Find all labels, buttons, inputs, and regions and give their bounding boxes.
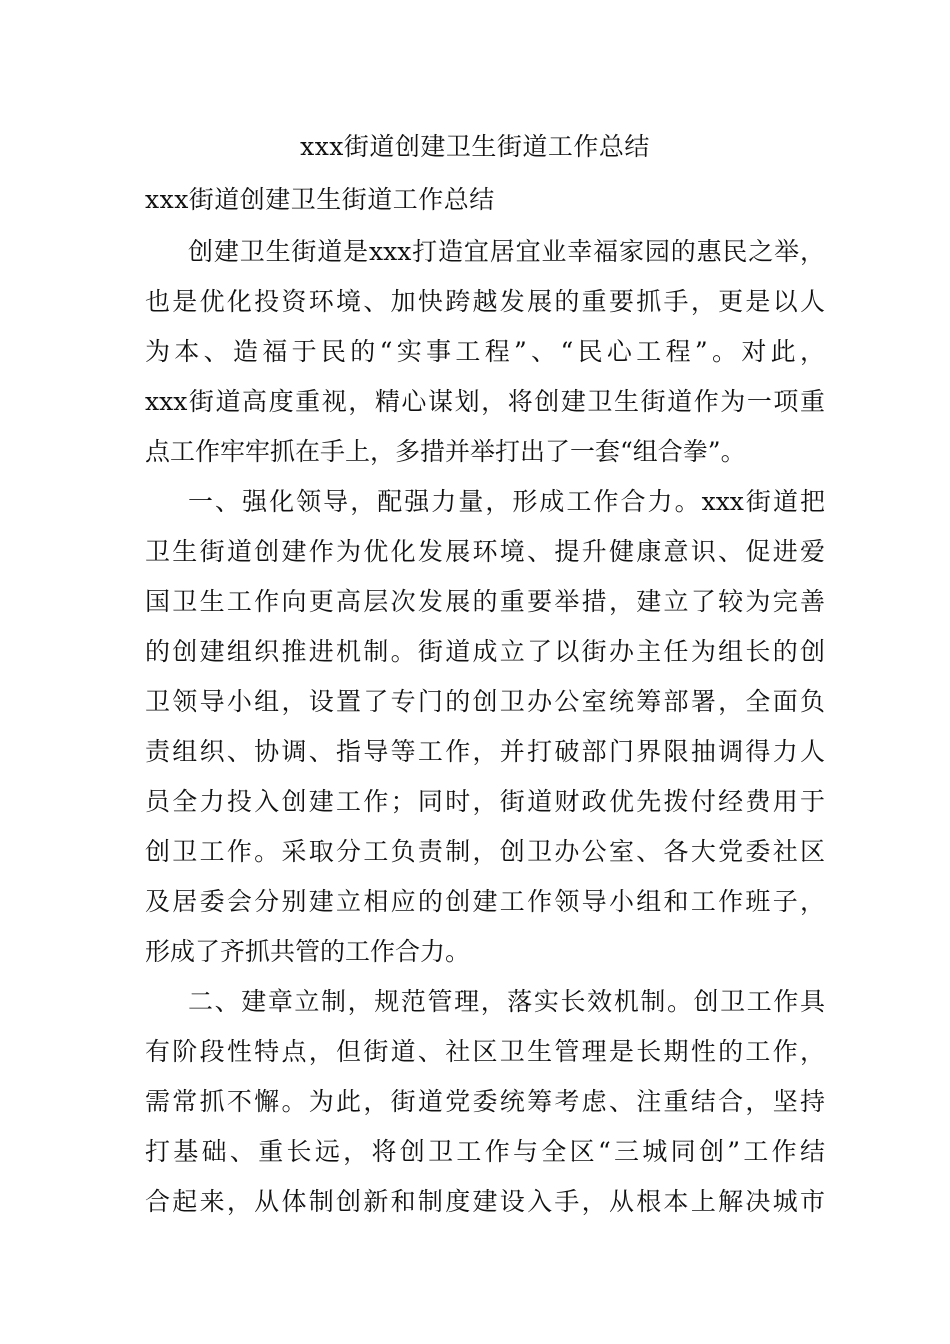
paragraph-2-line-9: 及居委会分别建立相应的创建工作领导小组和工作班子，	[145, 887, 825, 916]
paragraph-1-line-3: 为本、造福于民的“实事工程”、“民心工程”。对此，	[145, 337, 825, 366]
paragraph-2-line-2: 卫生街道创建作为优化发展环境、提升健康意识、促进爱	[145, 537, 825, 566]
paragraph-2-line-10: 形成了齐抓共管的工作合力。	[145, 937, 471, 966]
paragraph-2-line-6: 责组织、协调、指导等工作，并打破部门界限抽调得力人	[145, 737, 825, 766]
paragraph-2-line-3: 国卫生工作向更高层次发展的重要举措，建立了较为完善	[145, 587, 825, 616]
paragraph-3-line-1: 二、建章立制，规范管理，落实长效机制。创卫工作具	[188, 987, 825, 1016]
paragraph-1-line-1: 创建卫生街道是xxx打造宜居宜业幸福家园的惠民之举，	[188, 237, 825, 266]
paragraph-2-line-1: 一、强化领导，配强力量，形成工作合力。xxx街道把	[188, 487, 825, 516]
paragraph-2-line-5: 卫领导小组，设置了专门的创卫办公室统筹部署，全面负	[145, 687, 825, 716]
document-subtitle: xxx街道创建卫生街道工作总结	[145, 185, 495, 214]
paragraph-1-line-5: 点工作牢牢抓在手上，多措并举打出了一套“组合拳”。	[145, 437, 746, 466]
paragraph-3-line-5: 合起来，从体制创新和制度建设入手，从根本上解决城市	[145, 1187, 825, 1216]
paragraph-1-line-4: xxx街道高度重视，精心谋划，将创建卫生街道作为一项重	[145, 387, 825, 416]
paragraph-3-line-3: 需常抓不懈。为此，街道党委统筹考虑、注重结合，坚持	[145, 1087, 825, 1116]
paragraph-2-line-8: 创卫工作。采取分工负责制，创卫办公室、各大党委社区	[145, 837, 825, 866]
paragraph-2-line-7: 员全力投入创建工作；同时，街道财政优先拨付经费用于	[145, 787, 825, 816]
document-title: xxx街道创建卫生街道工作总结	[300, 132, 650, 161]
paragraph-3-line-2: 有阶段性特点，但街道、社区卫生管理是长期性的工作，	[145, 1037, 825, 1066]
paragraph-3-line-4: 打基础、重长远，将创卫工作与全区“三城同创”工作结	[145, 1137, 825, 1166]
paragraph-1-line-2: 也是优化投资环境、加快跨越发展的重要抓手，更是以人	[145, 287, 825, 316]
paragraph-2-line-4: 的创建组织推进机制。街道成立了以街办主任为组长的创	[145, 637, 825, 666]
